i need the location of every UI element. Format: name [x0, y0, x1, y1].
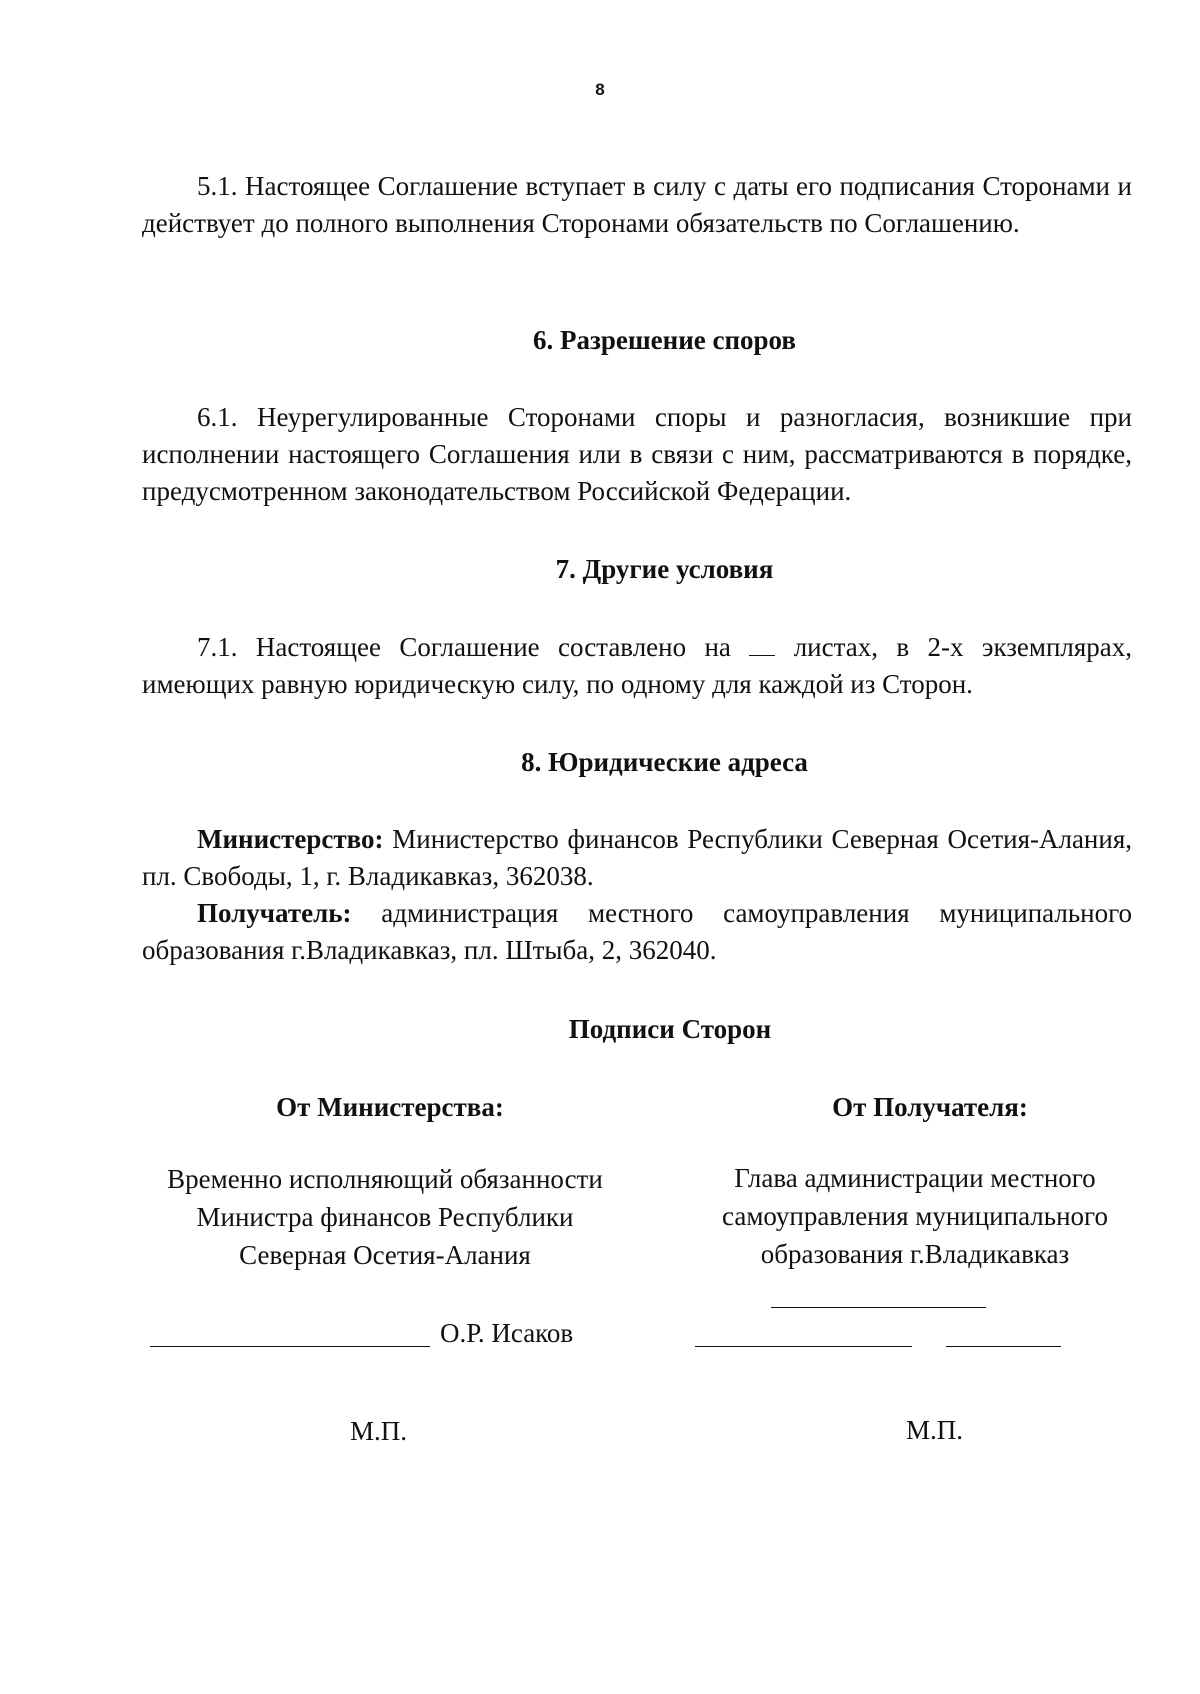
right-signature-line: [695, 1346, 912, 1347]
left-stamp-mark: М.П.: [350, 1416, 408, 1446]
right-name-line: [946, 1346, 1061, 1347]
left-signature-line: [150, 1346, 430, 1347]
right-signatory-position: [670, 1159, 1160, 1273]
section-6-title: 6. Разрешение споров: [533, 325, 796, 355]
right-position-line-1: Глава администрации местного: [734, 1163, 1096, 1193]
ministry-address: Министерство финансов Республики Северная Осетия-Алания, пл. Свободы, 1, г. Владикавказ, 362038.: [142, 824, 1132, 891]
right-stamp-mark: М.П.: [906, 1415, 964, 1445]
left-position-line-2: Министра финансов Республики: [196, 1202, 574, 1232]
clause-7-1-part2: листах, в 2-х экземплярах, имеющих равную юридическую силу, по одному для каждой из Сторон.: [142, 632, 1133, 699]
page-number: 8: [595, 80, 605, 99]
left-signatory-name: О.Р. Исаков: [440, 1318, 574, 1348]
clause-6-1: 6.1. Неурегулированные Сторонами споры и разногласия, возникшие при исполнении настоящего Соглашения или в связи с ним, рассматриваются в порядке, предусмотренном законодательством Российской Федерации.: [142, 402, 1132, 506]
left-signatory-position: [145, 1160, 625, 1274]
ministry-label: Министерство:: [197, 824, 384, 854]
recipient-address-block: [142, 895, 1132, 969]
section-8-title: 8. Юридические адреса: [521, 747, 808, 777]
recipient-address: администрация местного самоуправления муниципального образования г.Владикавказ, пл. Штыба, 2, 362040.: [142, 898, 1133, 965]
right-position-line-2: самоуправления муниципального: [722, 1201, 1108, 1231]
left-position-line-3: Северная Осетия-Алания: [239, 1240, 531, 1270]
ministry-address-block: [142, 821, 1132, 895]
clause-7-1-part1: 7.1. Настоящее Соглашение составлено на: [197, 632, 731, 662]
left-signatory-heading: От Министерства:: [276, 1092, 504, 1122]
right-signatory-heading: От Получателя:: [832, 1092, 1028, 1122]
sheets-count-blank: [749, 637, 775, 656]
recipient-label: Получатель:: [197, 898, 352, 928]
left-position-line-1: Временно исполняющий обязанности: [167, 1164, 603, 1194]
right-position-line-3: образования г.Владикавказ: [760, 1239, 1070, 1269]
signatures-title: Подписи Сторон: [568, 1014, 772, 1044]
clause-7-1: [142, 629, 1132, 703]
clause-5-1: 5.1. Настоящее Соглашение вступает в силу с даты его подписания Сторонами и действует до полного выполнения Сторонами обязательств по Соглашению.: [142, 171, 1132, 238]
section-7-title: 7. Другие условия: [555, 554, 774, 584]
right-signature-line-upper: [771, 1307, 986, 1308]
